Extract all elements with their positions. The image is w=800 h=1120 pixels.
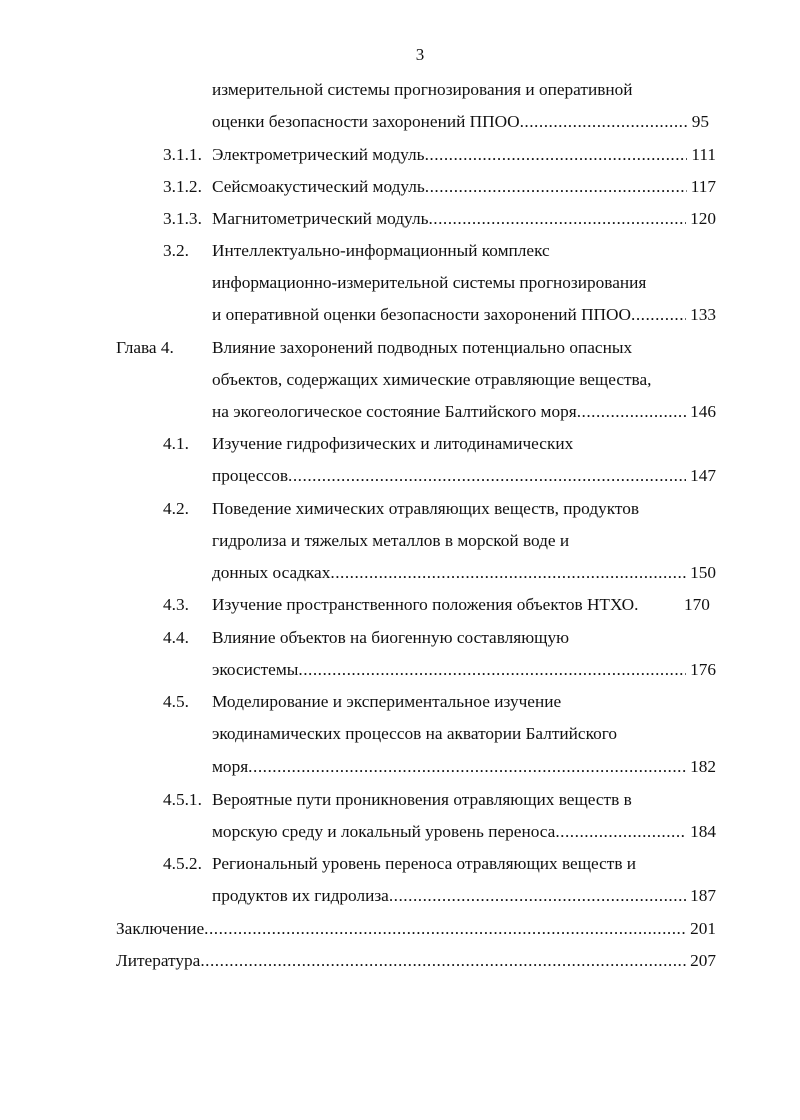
toc-entry-text: моря: [212, 757, 249, 776]
toc-entry-text: на экогеологическое состояние Балтийского моря: [212, 402, 577, 421]
dot-leader: [425, 172, 687, 202]
toc-entry-number: 3.1.3.: [163, 209, 202, 228]
toc-entry-number: 4.3.: [163, 595, 189, 614]
toc-page-ref: 133: [690, 305, 716, 324]
toc-entry-text: Литература: [116, 951, 201, 970]
dot-leader: [631, 300, 686, 330]
toc-entry-line: [212, 461, 716, 491]
toc-entry-line: [212, 397, 716, 427]
toc-entry-line: [212, 655, 716, 685]
toc-entry-number: 3.1.1.: [163, 145, 202, 164]
toc-page-ref: 147: [690, 466, 716, 485]
toc-entry-text: Изучение пространственного положения объектов НТХО.: [212, 595, 639, 614]
toc-page-ref: 117: [690, 177, 716, 196]
toc-page-ref: 176: [690, 660, 716, 679]
toc-entry-text: Влияние объектов на биогенную составляющую: [212, 628, 569, 647]
toc-entry-line: [212, 752, 716, 782]
dot-leader: [520, 107, 688, 137]
toc-entry-text: Сейсмоакустический модуль: [212, 177, 425, 196]
toc-entry-text: гидролиза и тяжелых металлов в морской воде и: [212, 531, 570, 550]
toc-page-ref: 201: [690, 919, 716, 938]
toc-entry-text: экодинамических процессов на акватории Балтийского: [212, 724, 618, 743]
toc-page-ref: 184: [690, 822, 716, 841]
dot-leader: [428, 204, 686, 234]
toc-entry-text: Магнитометрический модуль: [212, 209, 429, 228]
toc-chapter-number: Глава 4.: [116, 338, 174, 357]
toc-entry-text: Интеллектуально-информационный комплекс: [212, 241, 550, 260]
toc-entry-number: 4.2.: [163, 499, 189, 518]
toc-entry-text: морскую среду и локальный уровень переноса: [212, 822, 556, 841]
dot-leader: [200, 946, 686, 976]
toc-entry-number: 4.5.2.: [163, 854, 202, 873]
dot-leader: [577, 397, 686, 427]
dot-leader: [204, 914, 686, 944]
toc-entry-text: процессов: [212, 466, 289, 485]
toc-entry-number: 4.5.1.: [163, 790, 202, 809]
dot-leader: [248, 752, 686, 782]
toc-entry-number: 3.2.: [163, 241, 189, 260]
toc-entry-line: [212, 204, 716, 234]
toc-entry-text: продуктов их гидролиза: [212, 886, 389, 905]
toc-entry-text: Заключение: [116, 919, 205, 938]
toc-entry-line: [212, 140, 716, 170]
toc-entry-number: 4.4.: [163, 628, 189, 647]
toc-page-ref: 150: [690, 563, 716, 582]
toc-entry-text: Влияние захоронений подводных потенциально опасных: [212, 338, 633, 357]
toc-entry-line: [212, 300, 716, 330]
page-number: 3: [415, 45, 425, 64]
dot-leader: [425, 140, 688, 170]
toc-entry-text: Электрометрический модуль: [212, 145, 425, 164]
toc-page-ref: 120: [690, 209, 716, 228]
dot-leader: [330, 558, 686, 588]
toc-entry-text: Вероятные пути проникновения отравляющих веществ в: [212, 790, 632, 809]
toc-entry-number: 4.5.: [163, 692, 189, 711]
dot-leader: [288, 461, 686, 491]
toc-entry-text: донных осадках: [212, 563, 331, 582]
toc-entry-line: [212, 172, 716, 202]
toc-entry-text: оценки безопасности захоронений ППОО: [212, 112, 520, 131]
toc-entry-line: [116, 914, 716, 944]
toc-entry-line: [212, 558, 716, 588]
toc-entry-text: Изучение гидрофизических и литодинамических: [212, 434, 574, 453]
toc-entry-text: Поведение химических отравляющих веществ, продуктов: [212, 499, 640, 518]
toc-entry-text: Региональный уровень переноса отравляющих веществ и: [212, 854, 637, 873]
toc-page-ref: 146: [690, 402, 716, 421]
toc-page-ref: 182: [690, 757, 716, 776]
toc-page-ref: 207: [690, 951, 716, 970]
toc-entry-line: [212, 817, 716, 847]
toc-page-ref: 111: [691, 145, 716, 164]
toc-entry-text: экосистемы: [212, 660, 299, 679]
toc-entry-text: Моделирование и экспериментальное изучение: [212, 692, 562, 711]
toc-entry-text: измерительной системы прогнозирования и оперативной: [212, 80, 633, 99]
toc-entry-line: [212, 881, 716, 911]
dot-leader: [298, 655, 686, 685]
toc-entry-text: и оперативной оценки безопасности захоронений ППОО: [212, 305, 631, 324]
dot-leader: [555, 817, 686, 847]
toc-entry-text: информационно-измерительной системы прогнозирования: [212, 273, 647, 292]
dot-leader: [389, 881, 686, 911]
toc-entry-number: 3.1.2.: [163, 177, 202, 196]
toc-entry-text: объектов, содержащих химические отравляющие вещества,: [212, 370, 652, 389]
toc-entry-line: [212, 107, 709, 137]
toc-entry-line: [116, 946, 716, 976]
toc-page-ref: 170: [684, 595, 710, 614]
toc-page-ref: 95: [691, 112, 709, 131]
toc-page-ref: 187: [690, 886, 716, 905]
toc-entry-number: 4.1.: [163, 434, 189, 453]
